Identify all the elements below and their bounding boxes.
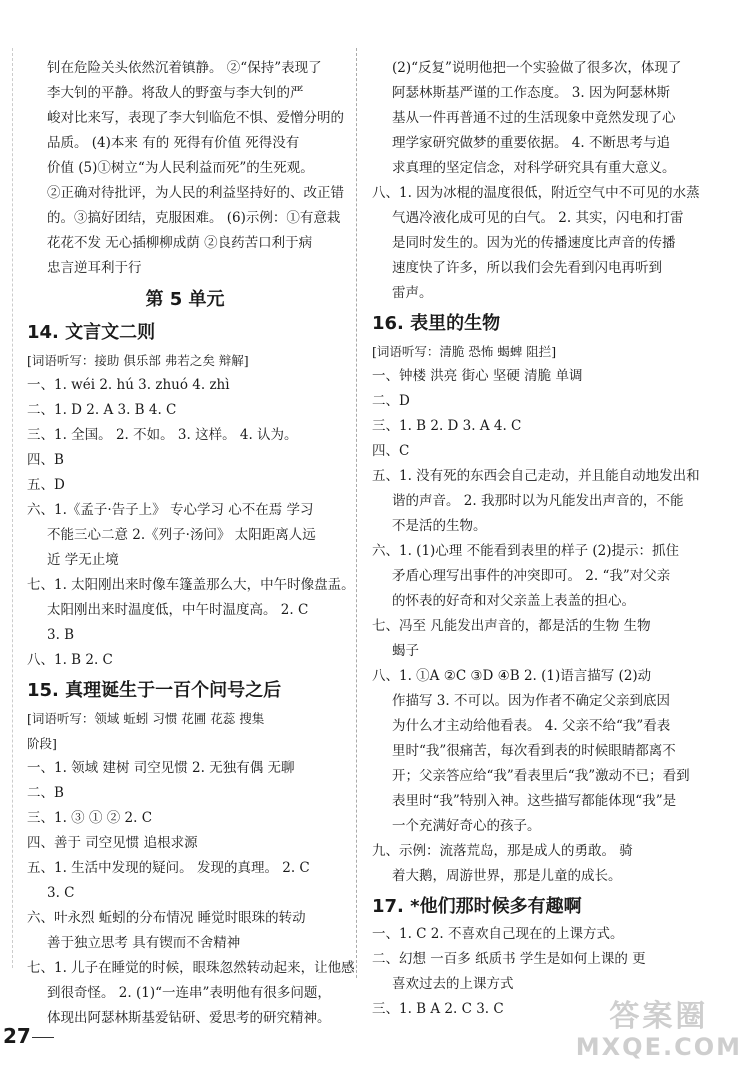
answer-line: 求真理的坚定信念，对科学研究具有重大意义。 <box>392 160 676 176</box>
answer-line: 忠言逆耳利于行 <box>47 260 142 276</box>
answer-line: 一、1. C 2. 不喜欢自己现在的上课方式。 <box>372 926 624 942</box>
answer-line: 钊在危险关头依然沉着镇静。 ②“保持”表现了 <box>47 60 322 76</box>
answer-line: 品质。 (4)本来 有的 死得有价值 死得没有 <box>47 135 300 151</box>
answer-line: 李大钊的平静。将敌人的野蛮与李大钊的严 <box>47 85 304 101</box>
lesson-heading: 15. 真理诞生于一百个问号之后 <box>27 680 282 701</box>
answer-line: 理学家研究做梦的重要依据。 4. 不断思考与追 <box>392 135 670 151</box>
column-divider <box>356 48 357 978</box>
answer-line: 作描写 3. 不可以。因为作者不确定父亲到底因 <box>392 693 670 709</box>
answer-line: 六、1.《孟子·告子上》 专心学习 心不在焉 学习 <box>27 502 314 518</box>
answer-line: 太阳刚出来时温度低，中午时温度高。 2. C <box>47 602 309 618</box>
answer-line: 谐的声音。 2. 我那时以为凡能发出声音的，不能 <box>392 493 684 509</box>
answer-line: 不是活的生物。 <box>392 518 487 534</box>
answer-line: 是同时发生的。因为光的传播速度比声音的传播 <box>392 235 676 251</box>
answer-line: 八、1. B 2. C <box>27 652 113 668</box>
answer-line: 花花不发 无心插柳柳成荫 ②良药苦口利于病 <box>47 235 313 251</box>
answer-line: 一、1. 领域 建树 司空见惯 2. 无独有偶 无聊 <box>27 760 295 776</box>
answer-line: 四、B <box>27 452 64 468</box>
answer-line: 峻对比来写，表现了李大钊临危不惧、爱憎分明的 <box>47 110 344 126</box>
answer-line: 开；父亲答应给“我”看表里后“我”激动不已；看到 <box>392 768 690 784</box>
answer-line: 3. B <box>47 627 75 643</box>
answer-line: 里时“我”很痛苦，每次看到表的时候眼睛都离不 <box>392 743 676 759</box>
answer-line: 七、1. 太阳刚出来时像车篷盖那么大，中午时像盘盂。 <box>27 577 355 593</box>
answer-line: 矛盾心理写出事件的冲突即可。 2. “我”对父亲 <box>392 568 671 584</box>
right-column <box>372 56 700 1022</box>
watermark-url: MXQE.COM <box>575 1033 742 1061</box>
answer-line: 五、1. 没有死的东西会自己走动，并且能自动地发出和 <box>372 468 700 484</box>
vocab-dictation-line: [词语听写：领域 蚯蚓 习惯 花圃 花蕊 搜集 <box>27 711 265 726</box>
watermark-title: 答案圈 <box>609 999 709 1034</box>
unit-heading: 第 5 单元 <box>145 289 225 310</box>
answer-line: 八、1. ①A ②C ③D ④B 2. (1)语言描写 (2)动 <box>372 668 652 684</box>
answer-line: 价值 (5)①树立“为人民利益而死”的生死观。 <box>47 160 314 176</box>
answer-line: 七、1. 儿子在睡觉的时候，眼珠忽然转动起来，让他感 <box>27 960 355 976</box>
vocab-dictation-line: [词语听写：清脆 恐怖 蝎蜱 阻拦] <box>372 344 557 359</box>
answer-line: 二、1. D 2. A 3. B 4. C <box>27 402 177 418</box>
answer-line: 表里时“我”特别入神。这些描写都能体现“我”是 <box>392 793 677 809</box>
answer-line: 3. C <box>47 885 75 901</box>
answer-line: 蝎子 <box>392 643 419 659</box>
answer-line: 善于独立思考 具有锲而不舍精神 <box>47 935 241 951</box>
answer-line: 二、B <box>27 785 64 801</box>
answer-line: 一、1. wéi 2. hú 3. zhuó 4. zhì <box>27 377 230 393</box>
answer-line: 雷声。 <box>392 285 433 301</box>
lesson-heading: 16. 表里的生物 <box>372 313 501 334</box>
answer-line: 一个充满好奇心的孩子。 <box>392 818 541 834</box>
answer-line: 速度快了许多，所以我们会先看到闪电再听到 <box>392 260 662 276</box>
answer-line: 八、1. 因为冰棍的温度很低，附近空气中不可见的水蒸 <box>372 185 700 201</box>
answer-line: 三、1. ③ ① ② 2. C <box>27 810 153 826</box>
answer-line: 为什么才主动给他看表。 4. 父亲不给“我”看表 <box>392 718 671 734</box>
answer-line: (2)“反复”说明他把一个实验做了很多次，体现了 <box>392 60 682 76</box>
answer-line: 的。③搞好团结，克服困难。 (6)示例：①有意栽 <box>47 210 341 226</box>
answer-line: 三、1. B 2. D 3. A 4. C <box>372 418 522 434</box>
answer-line: 六、1. (1)心理 不能看到表里的样子 (2)提示：抓住 <box>372 543 679 559</box>
answer-line: 喜欢过去的上课方式 <box>392 976 514 992</box>
answer-line: 一、钟楼 洪亮 街心 坚硬 清脆 单调 <box>372 368 583 384</box>
answer-line: 五、D <box>27 477 65 493</box>
answer-line: 五、1. 生活中发现的疑问。 发现的真理。 2. C <box>27 860 310 876</box>
answer-line: 四、善于 司空见惯 追根求源 <box>27 835 198 851</box>
answer-line: 到很奇怪。 2. (1)“一连串”表明他有很多问题， <box>47 985 331 1001</box>
vocab-dictation-line: 阶段] <box>27 736 57 751</box>
answer-line: 三、1. 全国。 2. 不如。 3. 这样。 4. 认为。 <box>27 427 298 443</box>
answer-line: 的怀表的好奇和对父亲盖上表盖的担心。 <box>392 593 635 609</box>
answer-line: 气遇冷液化成可见的白气。 2. 其实，闪电和打雷 <box>392 210 684 226</box>
answer-line: 三、1. B A 2. C 3. C <box>372 1001 504 1017</box>
answer-line: 七、冯至 凡能发出声音的，都是活的生物 生物 <box>372 618 651 634</box>
answer-line: 九、示例：流落荒岛，那是成人的勇敢。 骑 <box>372 843 633 859</box>
answer-line: ②正确对待批评，为人民的利益坚持好的、改正错 <box>47 185 344 201</box>
answer-line: 四、C <box>372 443 410 459</box>
answer-line: 二、幻想 一百多 纸质书 学生是如何上课的 更 <box>372 951 646 967</box>
answer-line: 二、D <box>372 393 410 409</box>
vocab-dictation-line: [词语听写：接助 俱乐部 弗若之矣 辩解] <box>27 353 249 368</box>
watermark-logo <box>576 1000 742 1060</box>
answer-line: 六、叶永烈 蚯蚓的分布情况 睡觉时眼珠的转动 <box>27 910 306 926</box>
answer-line: 着大鹅，周游世界，那是儿童的成长。 <box>392 868 622 884</box>
answer-line: 不能三心二意 2.《列子·汤问》 太阳距离人远 <box>47 527 316 543</box>
answer-line: 体现出阿瑟林斯基爱钻研、爱思考的研究精神。 <box>47 1010 331 1026</box>
answer-line: 阿瑟林斯基严谨的工作态度。 3. 因为阿瑟林斯 <box>392 85 670 101</box>
page-number: 27 <box>3 1024 31 1048</box>
answer-line: 基从一件再普通不过的生活现象中竟然发现了心 <box>392 110 676 126</box>
left-column <box>27 56 355 1031</box>
page-number-dash <box>32 1037 54 1038</box>
answer-line: 近 学无止境 <box>47 552 119 568</box>
left-margin-rule <box>12 48 13 968</box>
lesson-heading: 17. *他们那时候多有趣啊 <box>372 896 582 917</box>
lesson-heading: 14. 文言文二则 <box>27 322 156 343</box>
